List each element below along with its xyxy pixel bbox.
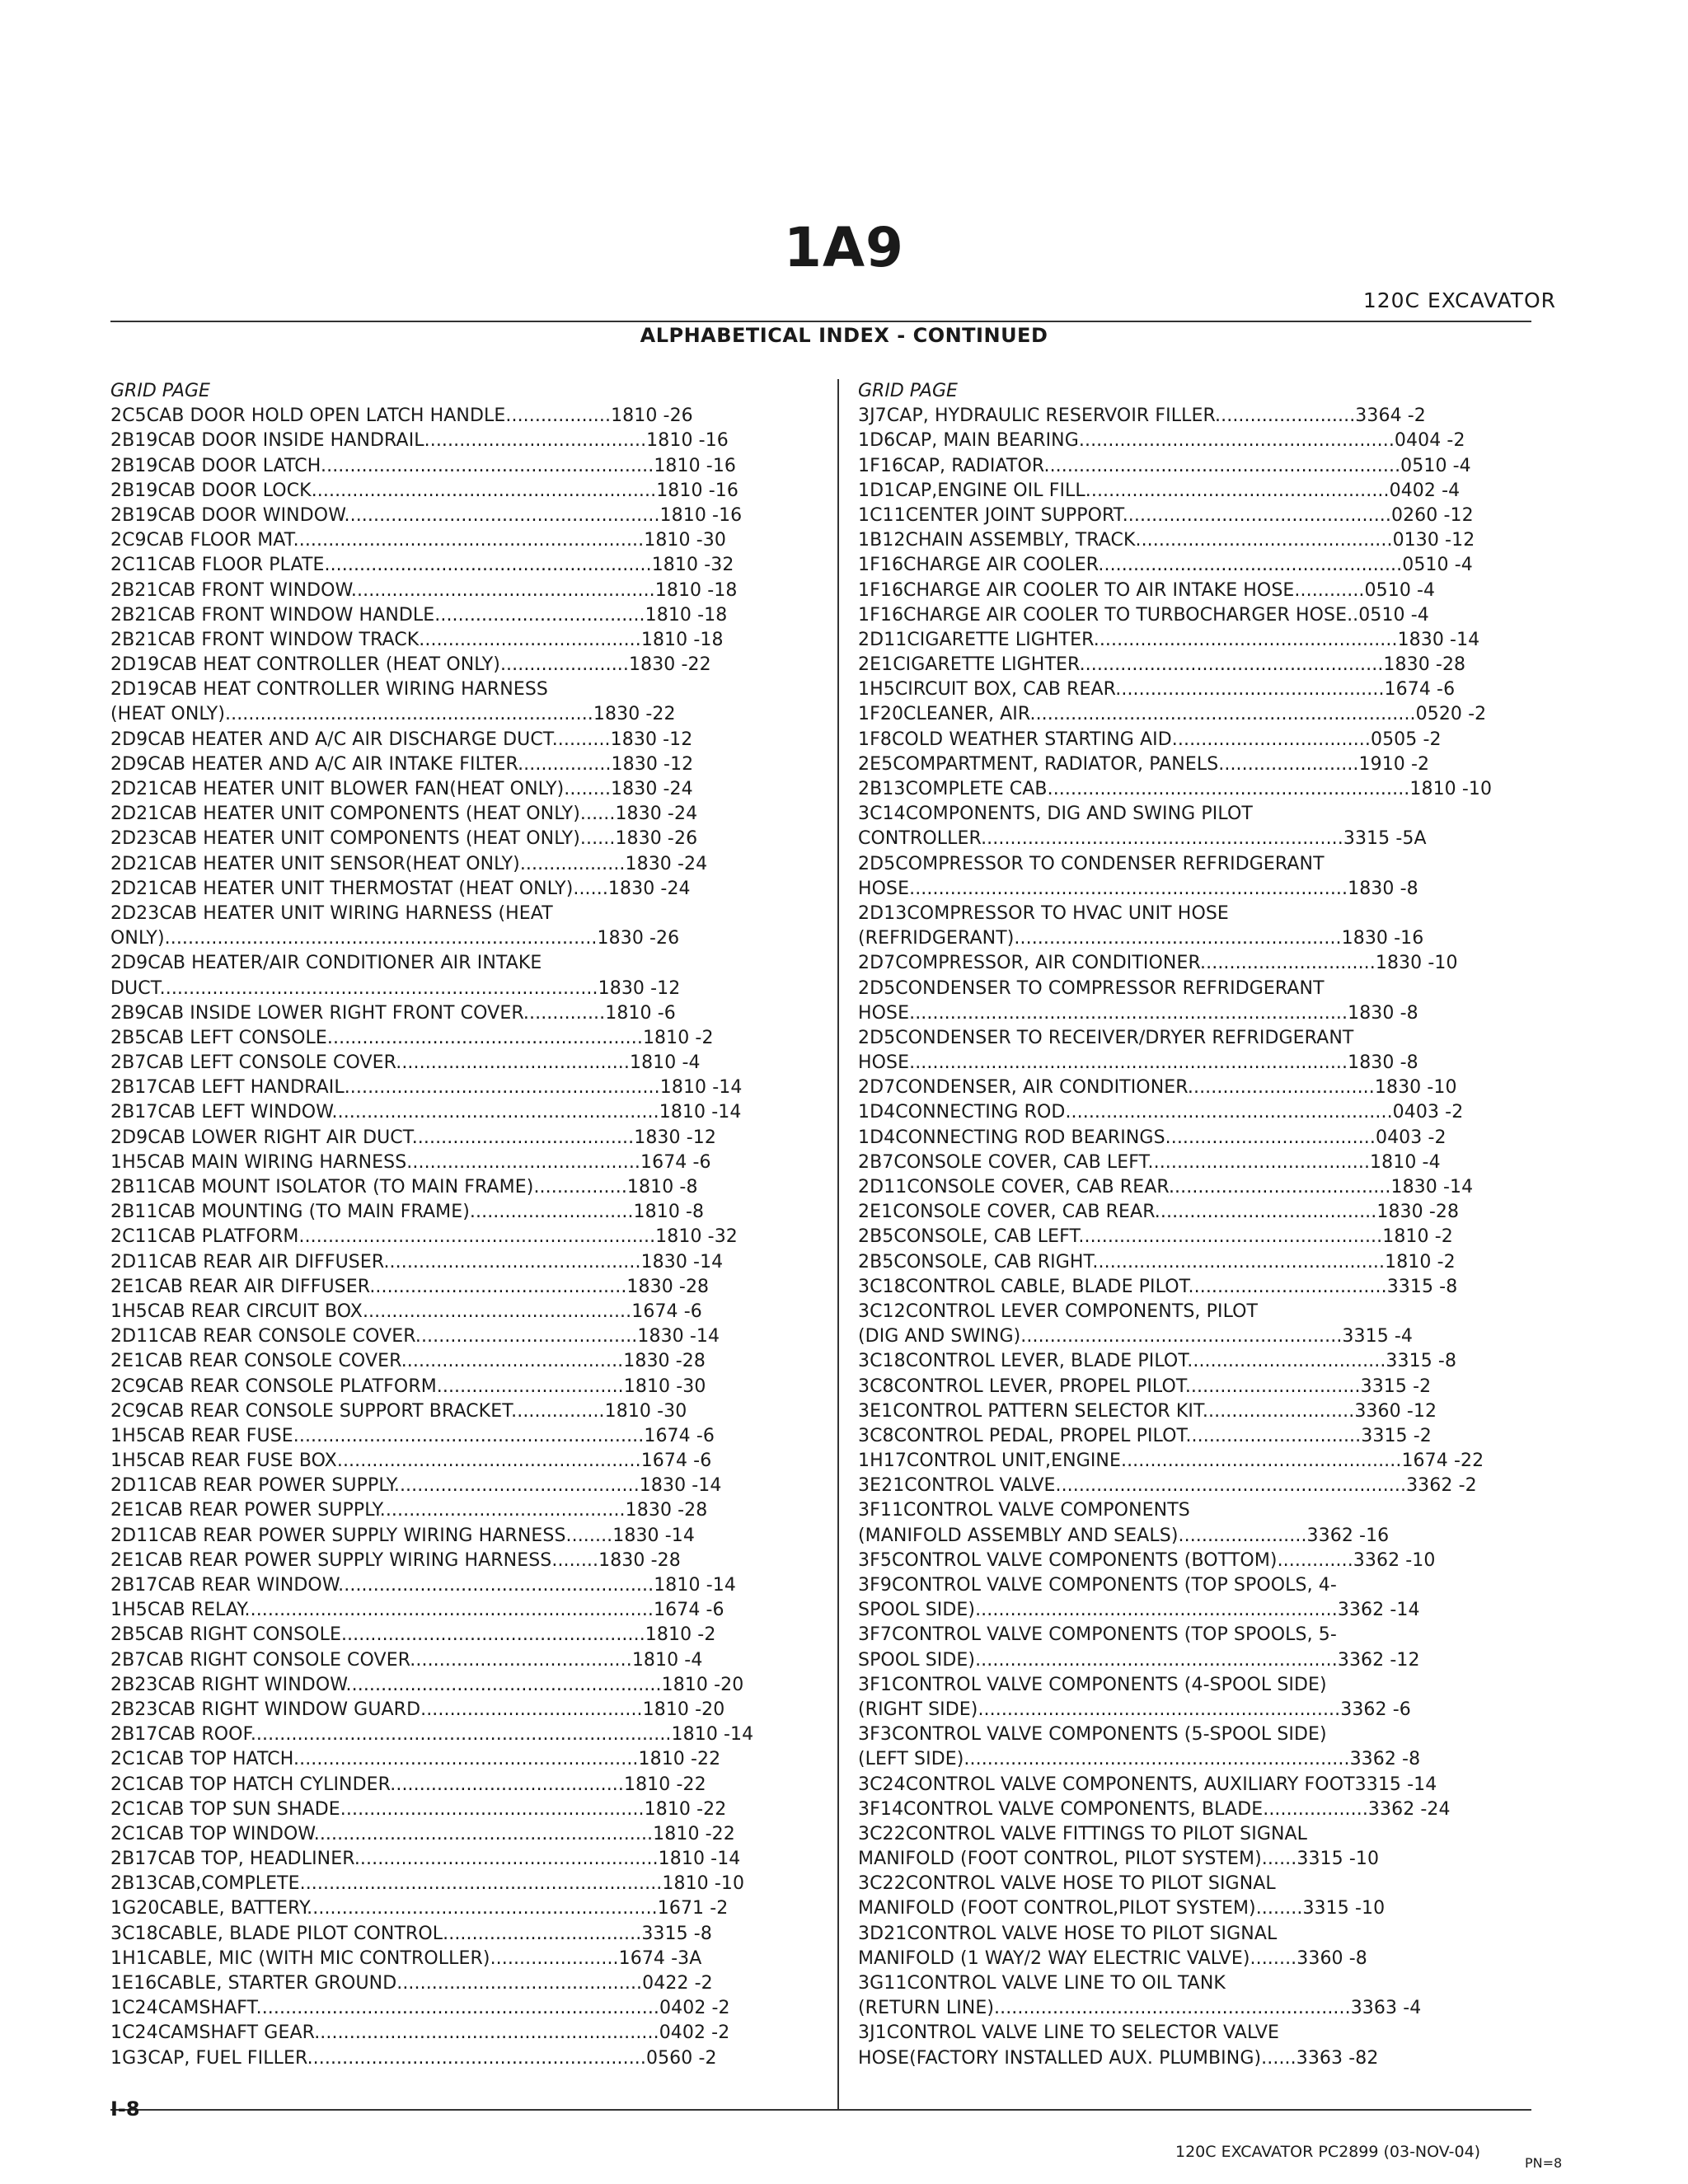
- index-entry: 2B13CAB,COMPLETE..............................................................1810 -10: [110, 1873, 745, 1895]
- index-entry: (RIGHT SIDE)..............................................................3362 -6: [858, 1699, 1411, 1720]
- index-entry: 1H5CAB REAR CIRCUIT BOX..............................................1674 -6: [110, 1301, 702, 1322]
- index-entry: 2B13COMPLETE CAB..............................................................1810 -10: [858, 779, 1493, 799]
- index-entry: 2B23CAB RIGHT WINDOW GUARD......................................1810 -20: [110, 1699, 725, 1720]
- index-entry: HOSE...........................................................................1830 -8: [858, 1002, 1418, 1024]
- index-entry: 1C24CAMSHAFT GEAR...........................................................0402 -2: [110, 2022, 730, 2044]
- index-entry: 3C12CONTROL LEVER COMPONENTS, PILOT: [858, 1301, 1259, 1322]
- index-entry: 2B5CONSOLE, CAB LEFT....................................................1810 -2: [858, 1226, 1453, 1248]
- index-entry: 2D11CAB REAR AIR DIFFUSER............................................1830 -14: [110, 1251, 724, 1272]
- index-entry: 2C5CAB DOOR HOLD OPEN LATCH HANDLE..................1810 -26: [110, 405, 693, 427]
- index-entry: 3C14COMPONENTS, DIG AND SWING PILOT: [858, 804, 1253, 825]
- index-entry: 2D21CAB HEATER UNIT SENSOR(HEAT ONLY)..................1830 -24: [110, 853, 708, 874]
- index-entry: 2B17CAB ROOF........................................................................1810 -14: [110, 1724, 754, 1746]
- index-entry: 3J1CONTROL VALVE LINE TO SELECTOR VALVE: [858, 2022, 1280, 2044]
- index-entry: 1H17CONTROL UNIT,ENGINE................................................1674 -22: [858, 1451, 1484, 1472]
- index-entry: 2E1CONSOLE COVER, CAB REAR......................................1830 -28: [858, 1202, 1460, 1223]
- machine-name: 120C EXCAVATOR: [1362, 288, 1556, 312]
- index-entry: 1F8COLD WEATHER STARTING AID..................................0505 -2: [858, 729, 1442, 750]
- index-entry: 2D9CAB HEATER AND A/C AIR INTAKE FILTER................1830 -12: [110, 753, 694, 775]
- index-entry: 2D11CAB REAR CONSOLE COVER......................................1830 -14: [110, 1326, 720, 1347]
- index-entry: 1H5CIRCUIT BOX, CAB REAR..............................................1674 -6: [858, 679, 1456, 701]
- column-divider: [837, 379, 839, 2110]
- index-entry: ONLY)..........................................................................1830 -26: [110, 928, 680, 949]
- index-entry: 2B17CAB LEFT HANDRAIL......................................................1810 -14: [110, 1077, 743, 1099]
- index-entry: (MANIFOLD ASSEMBLY AND SEALS)......................3362 -16: [858, 1525, 1390, 1546]
- index-entry: CONTROLLER..............................................................3315 -5A: [858, 828, 1427, 850]
- index-entry: MANIFOLD (FOOT CONTROL, PILOT SYSTEM)......3315 -10: [858, 1849, 1380, 1870]
- index-entry: 2B17CAB TOP, HEADLINER....................................................1810 -14: [110, 1849, 741, 1870]
- index-entry: 3C24CONTROL VALVE COMPONENTS, AUXILIARY FOOT3315 -14: [858, 1774, 1437, 1795]
- index-entry: 2B5CAB RIGHT CONSOLE....................................................1810 -2: [110, 1624, 716, 1646]
- index-entry: 3C8CONTROL PEDAL, PROPEL PILOT..............................3315 -2: [858, 1425, 1432, 1446]
- index-entry: 2B23CAB RIGHT WINDOW......................................................1810 -20: [110, 1674, 744, 1695]
- index-entry: 3C22CONTROL VALVE FITTINGS TO PILOT SIGNAL: [858, 1823, 1308, 1844]
- index-entry: 1F16CHARGE AIR COOLER TO TURBOCHARGER HOSE..0510 -4: [858, 604, 1429, 626]
- index-entry: 2B11CAB MOUNT ISOLATOR (TO MAIN FRAME)................1810 -8: [110, 1177, 698, 1197]
- index-entry: 2D11CAB REAR POWER SUPPLY..........................................1830 -14: [110, 1475, 722, 1497]
- index-entry: 2E1CAB REAR POWER SUPPLY WIRING HARNESS........1830 -28: [110, 1549, 681, 1571]
- index-entry: (RETURN LINE).............................................................3363 -4: [858, 1998, 1422, 2019]
- index-entry: 1C11CENTER JOINT SUPPORT..............................................0260 -12: [858, 504, 1474, 526]
- section-title: ALPHABETICAL INDEX - CONTINUED: [640, 324, 1048, 347]
- index-entry: (LEFT SIDE)..................................................................3362 -8: [858, 1749, 1421, 1770]
- index-entry: HOSE...........................................................................1830 -8: [858, 878, 1418, 899]
- index-entry: 2E1CAB REAR CONSOLE COVER......................................1830 -28: [110, 1351, 706, 1372]
- index-entry: 3C8CONTROL LEVER, PROPEL PILOT..............................3315 -2: [858, 1376, 1432, 1397]
- index-entry: 3C18CONTROL LEVER, BLADE PILOT..................................3315 -8: [858, 1351, 1457, 1372]
- index-entry: 3J7CAP, HYDRAULIC RESERVOIR FILLER........................3364 -2: [858, 405, 1426, 427]
- index-entry: 2D9CAB LOWER RIGHT AIR DUCT......................................1830 -12: [110, 1127, 716, 1148]
- index-entry: 3E1CONTROL PATTERN SELECTOR KIT..........................3360 -12: [858, 1400, 1437, 1422]
- index-entry: 2D7COMPRESSOR, AIR CONDITIONER..............................1830 -10: [858, 953, 1458, 974]
- index-entry: 2B5CAB LEFT CONSOLE......................................................1810 -2: [110, 1027, 714, 1048]
- index-entry: 2B17CAB REAR WINDOW......................................................1810 -14: [110, 1575, 736, 1596]
- index-entry: 2B19CAB DOOR LATCH.........................................................1810 -16: [110, 455, 737, 476]
- index-entry: 2B19CAB DOOR LOCK...........................................................1810 -16: [110, 480, 738, 501]
- index-entry: 3F1CONTROL VALVE COMPONENTS (4-SPOOL SIDE): [858, 1674, 1327, 1695]
- left-index-column: [110, 379, 836, 2071]
- index-entry: 2D5COMPRESSOR TO CONDENSER REFRIDGERANT: [858, 853, 1325, 874]
- index-entry: 1F20CLEANER, AIR..................................................................0520 -2: [858, 704, 1487, 725]
- index-entry: 2D21CAB HEATER UNIT BLOWER FAN(HEAT ONLY)........1830 -24: [110, 779, 693, 799]
- index-entry: 1D6CAP, MAIN BEARING......................................................0404 -2: [858, 430, 1465, 452]
- index-entry: 2B11CAB MOUNTING (TO MAIN FRAME)............................1810 -8: [110, 1202, 705, 1223]
- index-entry: 2D19CAB HEAT CONTROLLER (HEAT ONLY)......................1830 -22: [110, 654, 711, 676]
- index-entry: 3F9CONTROL VALVE COMPONENTS (TOP SPOOLS, 4-: [858, 1575, 1337, 1596]
- index-entry: 3C22CONTROL VALVE HOSE TO PILOT SIGNAL: [858, 1873, 1276, 1895]
- index-entry: (REFRIDGERANT)........................................................1830 -16: [858, 928, 1424, 949]
- index-entry: 3F5CONTROL VALVE COMPONENTS (BOTTOM).............3362 -10: [858, 1549, 1436, 1571]
- index-entry: DUCT...........................................................................1830 -12: [110, 977, 681, 999]
- footer-page-number: I-8: [110, 2097, 140, 2121]
- index-entry: 2C11CAB FLOOR PLATE........................................................1810 -32: [110, 555, 734, 576]
- index-entry: 3D21CONTROL VALVE HOSE TO PILOT SIGNAL: [858, 1923, 1278, 1944]
- index-entry: 2C1CAB TOP SUN SHADE....................................................1810 -22: [110, 1798, 727, 1820]
- index-entry: 2B21CAB FRONT WINDOW TRACK......................................1810 -18: [110, 629, 724, 650]
- index-entry: 1D1CAP,ENGINE OIL FILL....................................................0402 -4: [858, 480, 1461, 501]
- index-entry: 2B17CAB LEFT WINDOW........................................................1810 -14: [110, 1102, 742, 1123]
- index-entry: (HEAT ONLY)...............................................................1830 -22: [110, 704, 676, 725]
- index-entry: 1D4CONNECTING ROD........................................................0403 -2: [858, 1102, 1464, 1123]
- index-entry: 2C1CAB TOP HATCH CYLINDER........................................1810 -22: [110, 1774, 706, 1795]
- index-entry: 2D23CAB HEATER UNIT WIRING HARNESS (HEAT: [110, 902, 553, 924]
- index-entry: 2E1CAB REAR AIR DIFFUSER............................................1830 -28: [110, 1276, 710, 1297]
- index-entry: MANIFOLD (FOOT CONTROL,PILOT SYSTEM)........3315 -10: [858, 1898, 1386, 1919]
- index-entry: 2D7CONDENSER, AIR CONDITIONER................................1830 -10: [858, 1077, 1457, 1099]
- index-entry: MANIFOLD (1 WAY/2 WAY ELECTRIC VALVE)........3360 -8: [858, 1947, 1367, 1969]
- index-entry: 1D4CONNECTING ROD BEARINGS....................................0403 -2: [858, 1127, 1447, 1148]
- index-entry: SPOOL SIDE)..............................................................3362 -12: [858, 1649, 1420, 1671]
- index-entry: 1H1CABLE, MIC (WITH MIC CONTROLLER)......................1674 -3A: [110, 1947, 702, 1969]
- index-entry: 2B21CAB FRONT WINDOW....................................................1810 -18: [110, 579, 738, 601]
- index-entry: 2C9CAB FLOOR MAT............................................................1810 -30: [110, 530, 726, 551]
- index-entry: 1H5CAB MAIN WIRING HARNESS........................................1674 -6: [110, 1151, 711, 1173]
- index-entry: 2D11CAB REAR POWER SUPPLY WIRING HARNESS........1830 -14: [110, 1525, 695, 1546]
- index-entry: 3G11CONTROL VALVE LINE TO OIL TANK: [858, 1973, 1226, 1994]
- index-entry: (DIG AND SWING).......................................................3315 -4: [858, 1326, 1414, 1347]
- index-entry: 1E16CABLE, STARTER GROUND..........................................0422 -2: [110, 1973, 713, 1994]
- grid-page-heading: GRID PAGE: [858, 381, 958, 401]
- index-entry: 2B5CONSOLE, CAB RIGHT..................................................1810 -2: [858, 1251, 1456, 1272]
- index-entry: 1G3CAP, FUEL FILLER..........................................................0560 -2: [110, 2047, 717, 2069]
- index-entry: 3F7CONTROL VALVE COMPONENTS (TOP SPOOLS, 5-: [858, 1624, 1337, 1646]
- index-entry: 2C9CAB REAR CONSOLE PLATFORM................................1810 -30: [110, 1376, 706, 1397]
- index-entry: 2B19CAB DOOR INSIDE HANDRAIL......................................1810 -16: [110, 430, 729, 452]
- footer-doc-id: 120C EXCAVATOR PC2899 (03-NOV-04): [1175, 2143, 1481, 2161]
- index-entry: 2D19CAB HEAT CONTROLLER WIRING HARNESS: [110, 679, 548, 701]
- index-entry: 3F14CONTROL VALVE COMPONENTS, BLADE..................3362 -24: [858, 1798, 1451, 1820]
- index-entry: 2D9CAB HEATER/AIR CONDITIONER AIR INTAKE: [110, 953, 542, 974]
- index-entry: 1G20CABLE, BATTERY............................................................1671 -2: [110, 1898, 729, 1919]
- index-entry: SPOOL SIDE)..............................................................3362 -14: [858, 1600, 1420, 1621]
- index-entry: 2D13COMPRESSOR TO HVAC UNIT HOSE: [858, 902, 1229, 924]
- index-entry: 2C9CAB REAR CONSOLE SUPPORT BRACKET................1810 -30: [110, 1400, 687, 1422]
- index-entry: 2D11CIGARETTE LIGHTER....................................................1830 -14: [858, 629, 1480, 650]
- index-entry: 3E21CONTROL VALVE............................................................3362 -2: [858, 1475, 1477, 1497]
- index-entry: 2D9CAB HEATER AND A/C AIR DISCHARGE DUCT..........1830 -12: [110, 729, 693, 750]
- grid-page-heading: GRID PAGE: [110, 381, 210, 401]
- index-entry: 2C1CAB TOP WINDOW..........................................................1810 -22: [110, 1823, 735, 1844]
- index-entry: 1F16CHARGE AIR COOLER....................................................0510 -4: [858, 555, 1473, 576]
- index-entry: 2B7CAB LEFT CONSOLE COVER........................................1810 -4: [110, 1052, 701, 1074]
- footer-rule: [110, 2109, 1531, 2111]
- index-entry: 2C11CAB PLATFORM.............................................................1810 -32: [110, 1226, 738, 1248]
- index-entry: 1B12CHAIN ASSEMBLY, TRACK............................................0130 -12: [858, 530, 1475, 551]
- index-entry: HOSE(FACTORY INSTALLED AUX. PLUMBING)......3363 -82: [858, 2047, 1379, 2069]
- index-entry: 2C1CAB TOP HATCH...........................................................1810 -22: [110, 1749, 721, 1770]
- index-entry: 2D21CAB HEATER UNIT THERMOSTAT (HEAT ONLY)......1830 -24: [110, 878, 691, 899]
- index-entry: 1H5CAB REAR FUSE............................................................1674 -6: [110, 1425, 715, 1446]
- index-entry: 2D21CAB HEATER UNIT COMPONENTS (HEAT ONLY)......1830 -24: [110, 804, 698, 825]
- index-entry: 1H5CAB RELAY......................................................................1674 -6: [110, 1600, 724, 1621]
- index-entry: 3C18CABLE, BLADE PILOT CONTROL..................................3315 -8: [110, 1923, 712, 1944]
- index-entry: 2D5CONDENSER TO RECEIVER/DRYER REFRIDGERANT: [858, 1027, 1354, 1048]
- index-entry: 2D23CAB HEATER UNIT COMPONENTS (HEAT ONLY)......1830 -26: [110, 828, 698, 850]
- index-entry: 2D5CONDENSER TO COMPRESSOR REFRIDGERANT: [858, 977, 1325, 999]
- index-entry: 2D11CONSOLE COVER, CAB REAR......................................1830 -14: [858, 1177, 1474, 1197]
- index-entry: 2B7CAB RIGHT CONSOLE COVER......................................1810 -4: [110, 1649, 703, 1671]
- index-entry: HOSE...........................................................................1830 -8: [858, 1052, 1418, 1074]
- index-entry: 3F3CONTROL VALVE COMPONENTS (5-SPOOL SIDE): [858, 1724, 1327, 1746]
- index-entry: 2E5COMPARTMENT, RADIATOR, PANELS........................1910 -2: [858, 753, 1430, 775]
- index-entry: 2E1CAB REAR POWER SUPPLY..........................................1830 -28: [110, 1500, 708, 1521]
- index-entry: 2B9CAB INSIDE LOWER RIGHT FRONT COVER..............1810 -6: [110, 1002, 676, 1024]
- index-entry: 2B19CAB DOOR WINDOW......................................................1810 -16: [110, 504, 743, 526]
- index-entry: 2B7CONSOLE COVER, CAB LEFT......................................1810 -4: [858, 1151, 1441, 1173]
- footer-pn: PN=8: [1525, 2155, 1563, 2171]
- index-entry: 1H5CAB REAR FUSE BOX....................................................1674 -6: [110, 1451, 712, 1472]
- page-title: 1A9: [784, 216, 904, 279]
- header-rule: [110, 321, 1531, 322]
- index-entry: 1F16CAP, RADIATOR.............................................................0510 -4: [858, 455, 1471, 476]
- index-entry: 1C24CAMSHAFT.....................................................................0402 -2: [110, 1998, 730, 2019]
- index-entry: 2E1CIGARETTE LIGHTER....................................................1830 -28: [858, 654, 1466, 676]
- index-entry: 2B21CAB FRONT WINDOW HANDLE....................................1810 -18: [110, 604, 728, 626]
- index-entry: 1F16CHARGE AIR COOLER TO AIR INTAKE HOSE............0510 -4: [858, 579, 1436, 601]
- right-index-column: [858, 379, 1592, 2071]
- index-entry: 3C18CONTROL CABLE, BLADE PILOT..................................3315 -8: [858, 1276, 1458, 1297]
- index-entry: 3F11CONTROL VALVE COMPONENTS: [858, 1500, 1190, 1521]
